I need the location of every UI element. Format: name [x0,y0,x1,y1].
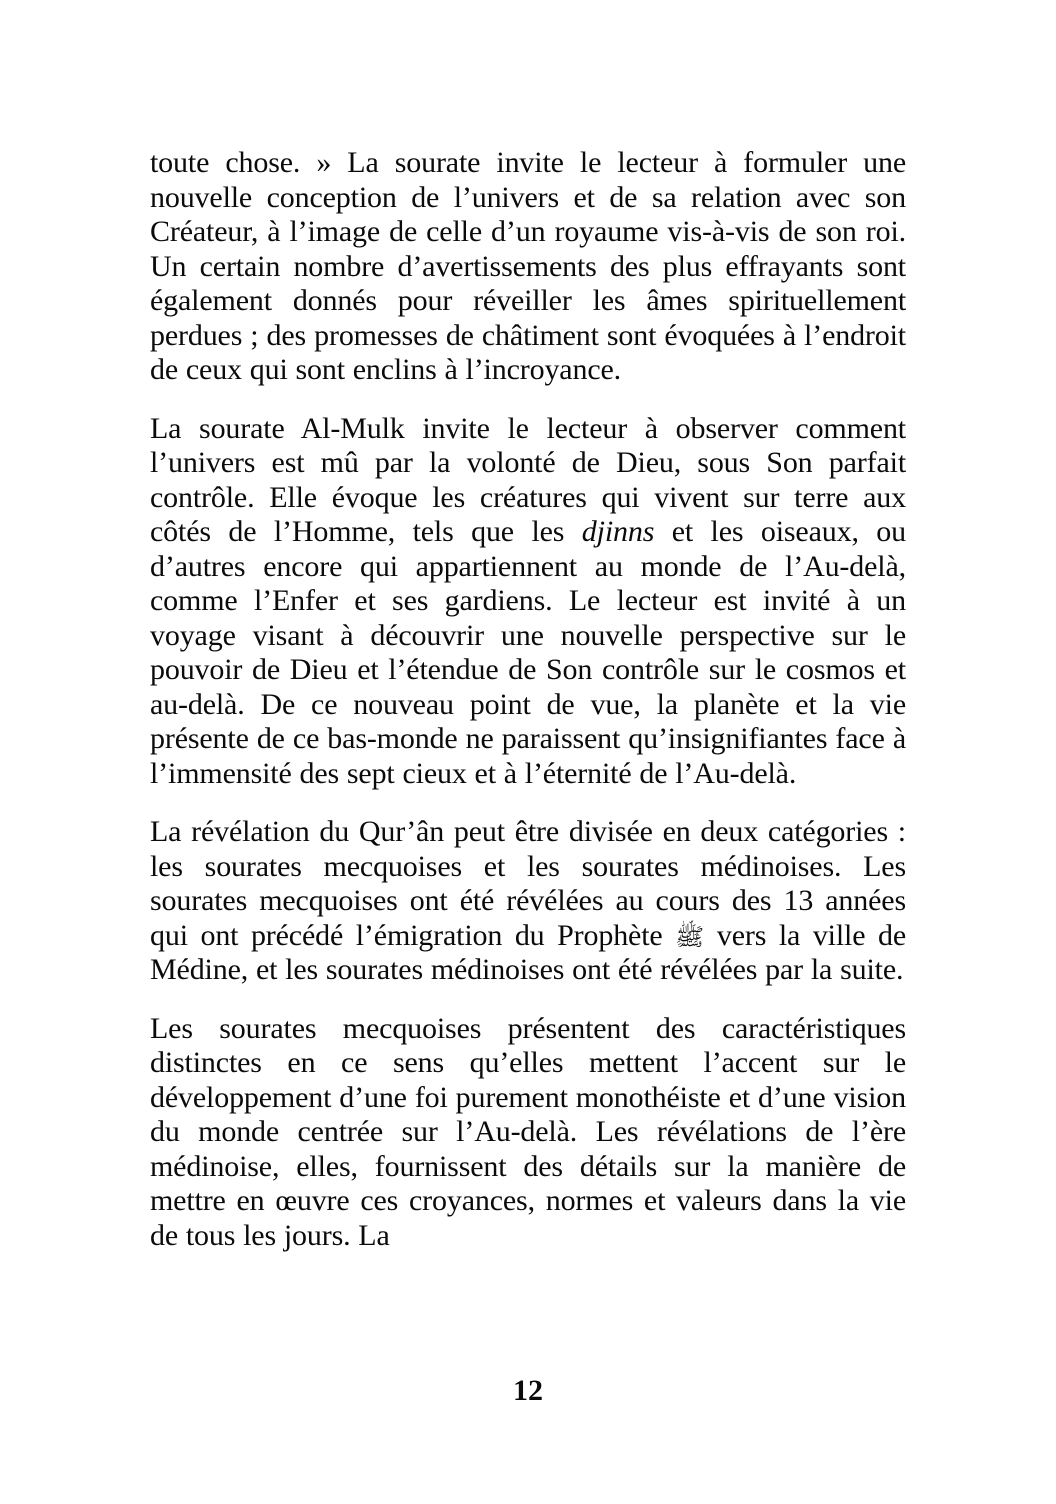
paragraph-4-text: Les sourates mecquoises présentent des caractéristiques distinctes en ce sens qu’elles mettent l’accent sur le développement d’une foi purement monothéiste et d’une vision du monde centrée sur l’Au-delà. Les révélations de l’ère médinoise, elles, fournissent des détails sur la manière de mettre en œuvre ces croyances, normes et valeurs dans la vie de tous les jours. La [150,1011,906,1252]
saw-honorific-icon: ﷺ [675,924,705,951]
paragraph-3-text: La révélation du Qur’ân peut être divisée en deux catégories : les sourates mecquoises et les sourates médinoises. Les sourates mecquoises ont été révélées au cours des 13 années qui ont précédé l’émigration du Prophète [150,815,906,952]
paragraph-3 [150,815,906,988]
paragraph-1-text: toute chose. » La sourate invite le lecteur à formuler une nouvelle conception de l’univers et de sa relation avec son Créateur, à l’image de celle d’un royaume vis-à-vis de son roi. Un certain nombre d’avertissements des plus effrayants sont également donnés pour réveiller les âmes spirituellement perdues ; des promesses de châtiment sont évoquées à l’endroit de ceux qui sont enclins à l’incroyance. [150,146,906,386]
page-number: 12 [513,1374,543,1407]
paragraph-2-text: La sourate Al-Mulk invite le lecteur à observer comment l’univers est mû par la volonté de Dieu, sous Son parfait contrôle. Elle évoque les créatures qui vivent sur terre aux côtés de l’Homme, tels que les [150,411,906,548]
paragraph-1 [150,146,906,388]
paragraph-3-text-cont: vers la ville de Médine, et les sourates médinoises ont été révélées par la suite. [150,918,906,986]
paragraph-4 [150,1012,906,1254]
paragraph-2 [150,412,906,792]
body-text-block [150,146,906,1253]
italic-term-djinns: djinns [581,515,655,548]
paragraph-2-text-cont: et les oiseaux, ou d’autres encore qui appartiennent au monde de l’Au-delà, comme l’Enfer et ses gardiens. Le lecteur est invité à un voyage visant à découvrir une nouvelle perspective sur le pouvoir de Dieu et l’étendue de Son contrôle sur le cosmos et au-delà. De ce nouveau point de vue, la planète et la vie présente de ce bas-monde ne paraissent qu’insignifiantes face à l’immensité des sept cieux et à l’éternité de l’Au-delà. [150,515,906,790]
